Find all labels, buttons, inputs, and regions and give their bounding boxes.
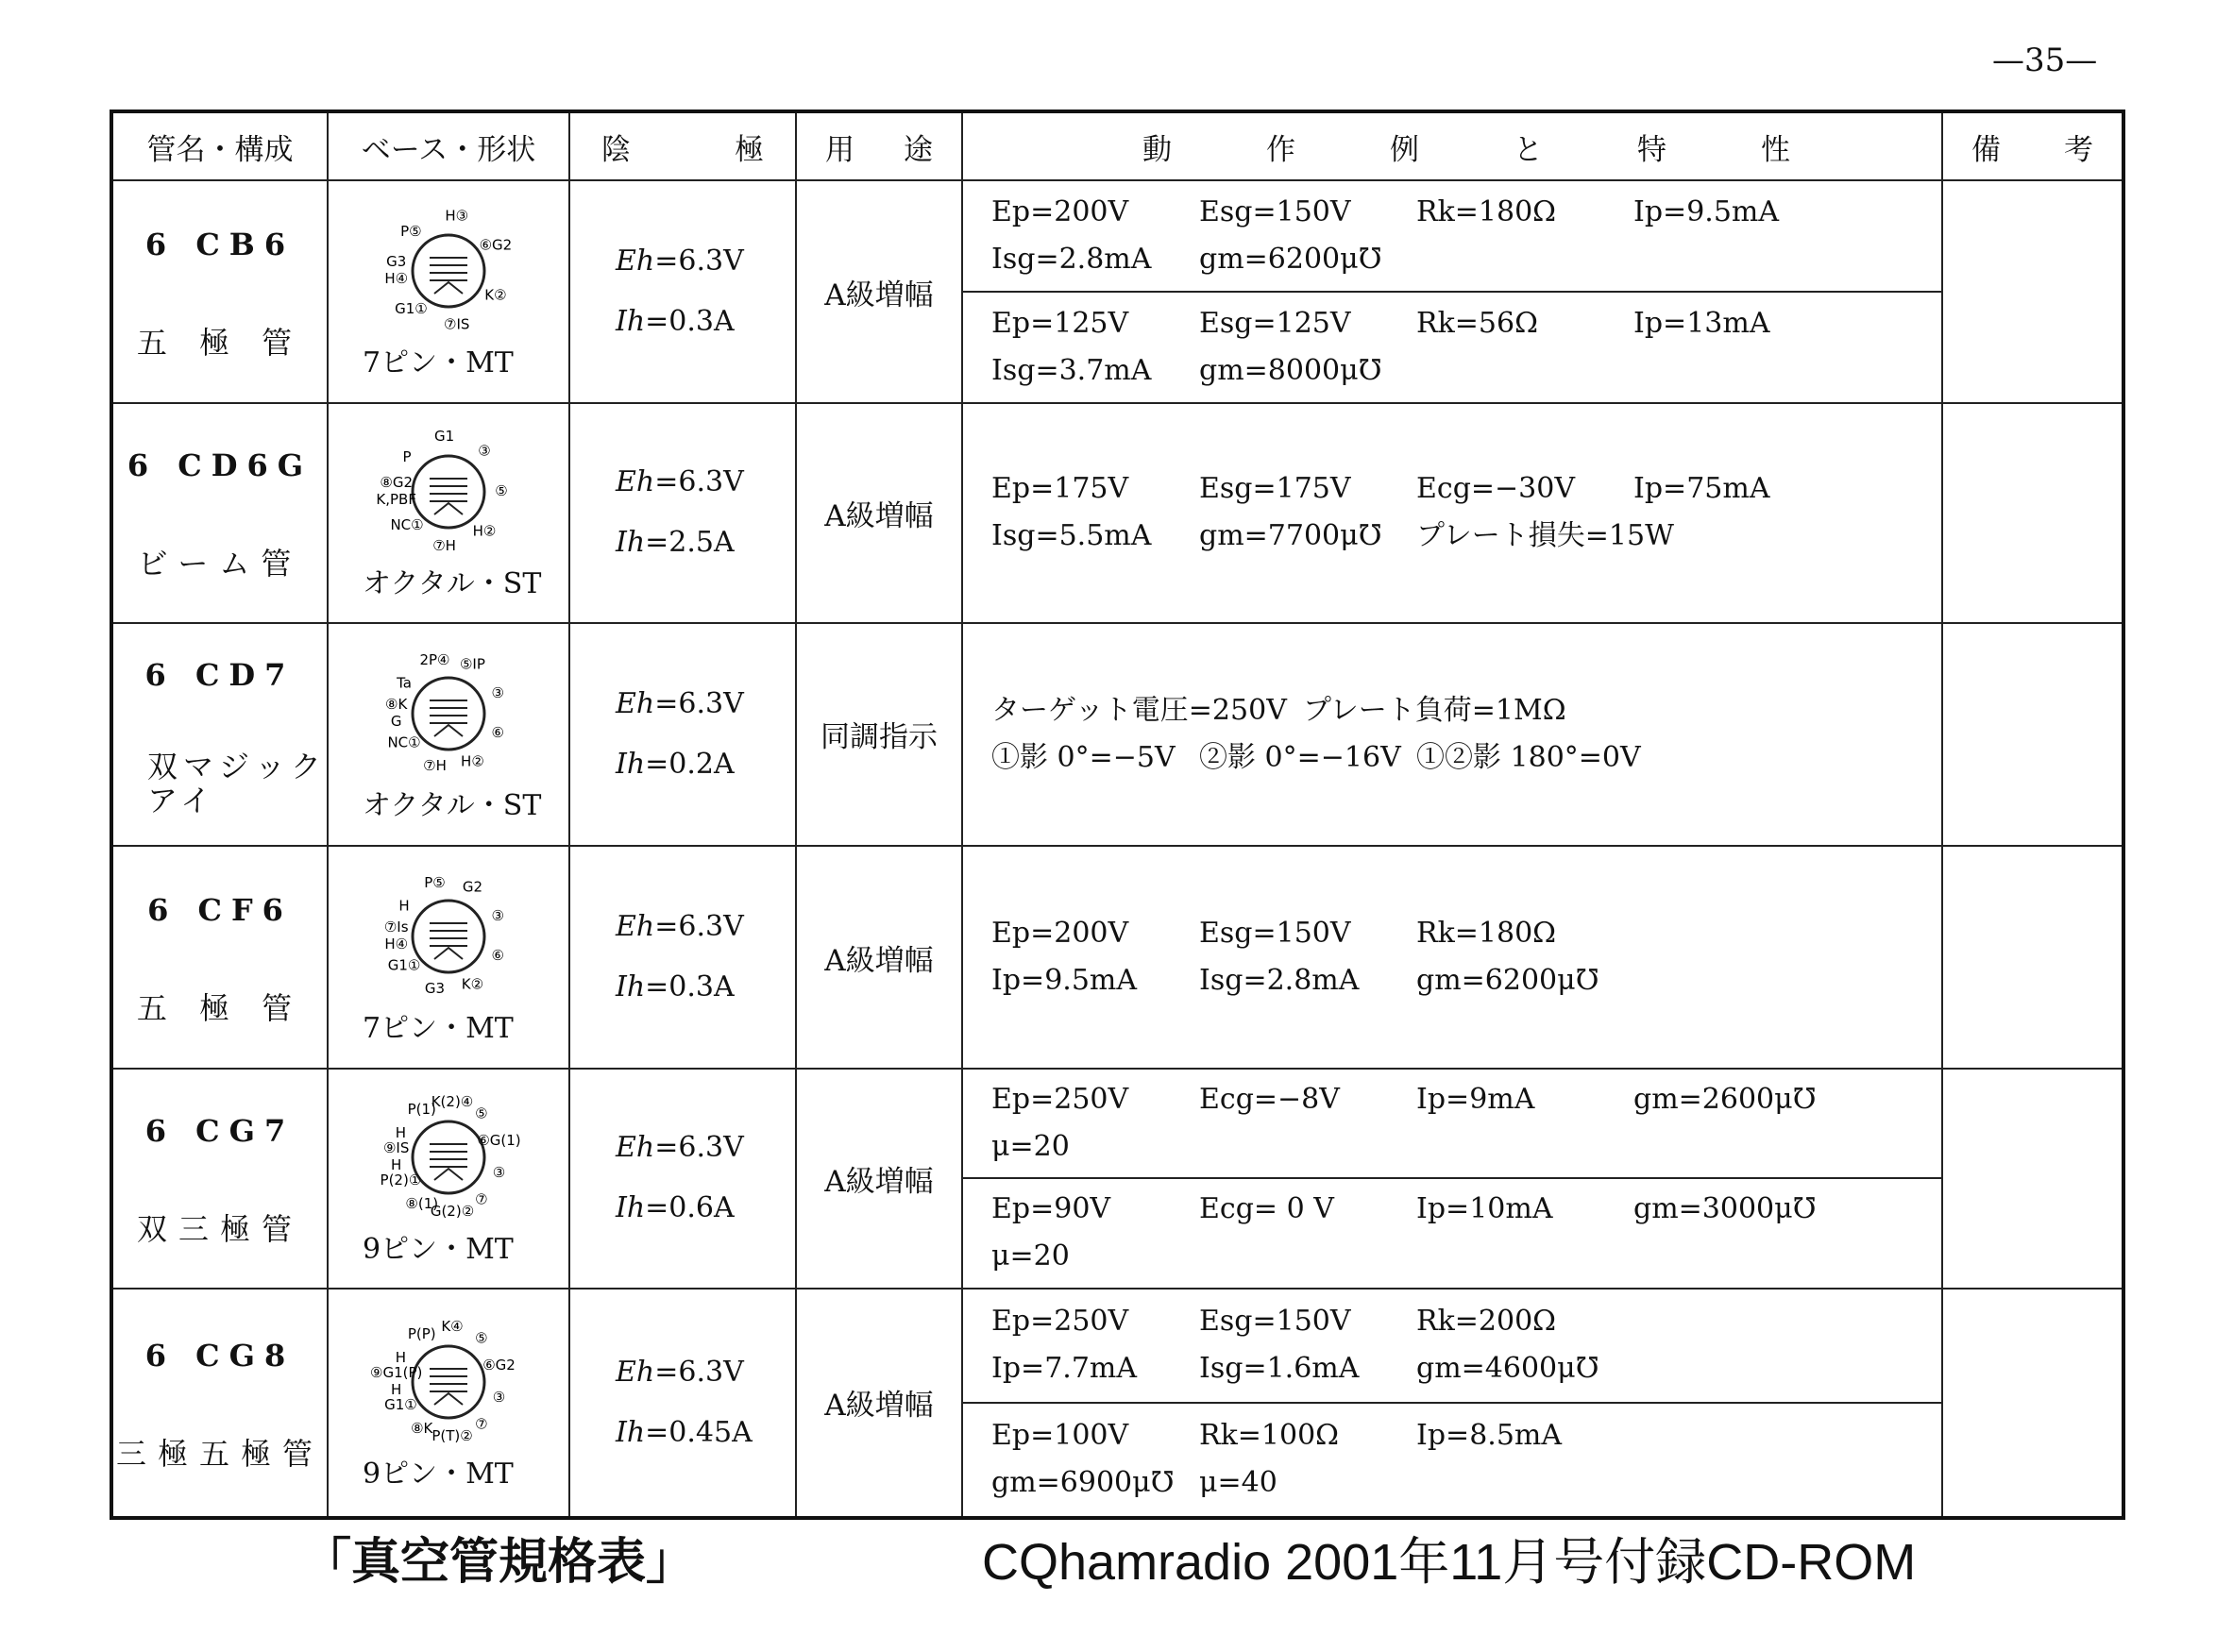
tube-composition: 三極五極管 bbox=[115, 1435, 324, 1472]
cathode-value: =2.5A bbox=[645, 526, 735, 560]
operation-value: gm=3000μ℧ bbox=[1633, 1192, 1817, 1226]
pin-label: ⑥G(1) bbox=[477, 1132, 521, 1150]
cathode-ih bbox=[616, 1178, 795, 1239]
cathode-eh bbox=[616, 1342, 795, 1403]
pin-label: G2 bbox=[462, 878, 483, 896]
pin-label: K④ bbox=[441, 1317, 464, 1335]
operation-value: Ip=8.5mA bbox=[1416, 1419, 1563, 1453]
ops-cell bbox=[962, 1069, 1942, 1288]
pin-label: H bbox=[391, 1156, 402, 1174]
pin-diagram-icon bbox=[370, 1314, 516, 1446]
cathode-symbol: Ih bbox=[616, 747, 646, 781]
operation-value: ターゲット電圧=250V bbox=[991, 693, 1287, 727]
operation-value: Ip=75mA bbox=[1633, 472, 1770, 506]
pin-label: P(T)② bbox=[431, 1426, 473, 1444]
cathode-symbol: Eh bbox=[616, 686, 655, 720]
operation-value: Ecg=−8V bbox=[1199, 1083, 1340, 1117]
operation-value: プレート負荷=1MΩ bbox=[1303, 693, 1566, 727]
cathode-cell bbox=[569, 1069, 796, 1288]
operation-value: Ep=125V bbox=[991, 307, 1129, 341]
operation-example bbox=[963, 847, 1941, 1068]
pin-label: H④ bbox=[384, 270, 409, 288]
operation-value: μ=20 bbox=[991, 1130, 1070, 1164]
cathode-symbol: Ih bbox=[616, 1191, 646, 1225]
tube-name: 6 CB6 bbox=[144, 227, 296, 263]
table-row bbox=[111, 846, 2123, 1069]
pin-label: ⑧K bbox=[385, 695, 408, 713]
use-cell: A級増幅 bbox=[796, 403, 962, 622]
pin-label: H② bbox=[461, 752, 484, 770]
pin-label: P(1) bbox=[407, 1101, 436, 1119]
pin-label: P⑤ bbox=[424, 874, 446, 892]
operation-value: ②影 0°=−16V bbox=[1199, 740, 1401, 774]
pin-label: ⑥ bbox=[491, 946, 505, 964]
cathode-cell bbox=[569, 846, 796, 1069]
cathode-symbol: Ih bbox=[616, 305, 646, 339]
pin-label: G(2)② bbox=[430, 1203, 475, 1221]
operation-value: gm=4600μ℧ bbox=[1416, 1352, 1599, 1386]
base-cell bbox=[328, 1289, 569, 1518]
pin-label: ⑨G1(P) bbox=[370, 1363, 423, 1381]
pin-label: ⑧G2 bbox=[380, 474, 414, 492]
use-cell: A級増幅 bbox=[796, 1069, 962, 1288]
operation-value: Esg=125V bbox=[1199, 307, 1351, 341]
table-row bbox=[111, 1069, 2123, 1288]
table-row bbox=[111, 1289, 2123, 1518]
tube-composition: 五 極 管 bbox=[136, 325, 304, 362]
base-shape: 7ピン・MT bbox=[363, 346, 514, 380]
tube-spec-table bbox=[110, 110, 2125, 1520]
pin-label: ⑨IS bbox=[382, 1139, 410, 1157]
operation-value: gm=7700μ℧ bbox=[1199, 519, 1382, 553]
pin-label: ⑤IP bbox=[459, 655, 485, 673]
page-number: —35— bbox=[1992, 42, 2098, 79]
tube-composition: ビーム管 bbox=[137, 546, 303, 582]
operation-value: ①②影 180°=0V bbox=[1416, 740, 1641, 774]
operation-value: Rk=200Ω bbox=[1416, 1305, 1557, 1339]
pin-label: P⑤ bbox=[400, 223, 422, 241]
operation-value: Ip=13mA bbox=[1633, 307, 1770, 341]
operation-example bbox=[963, 1177, 1941, 1287]
operation-line bbox=[991, 513, 1913, 560]
table-row bbox=[111, 403, 2123, 622]
operation-example bbox=[963, 1070, 1941, 1177]
operation-line bbox=[991, 1233, 1913, 1280]
operation-line bbox=[991, 300, 1913, 347]
pin-label: G bbox=[390, 712, 402, 730]
base-shape: 9ピン・MT bbox=[363, 1457, 514, 1491]
operation-line bbox=[991, 1459, 1913, 1507]
cathode-value: =6.3V bbox=[654, 1355, 744, 1389]
operation-value: プレート損失=15W bbox=[1416, 519, 1674, 553]
pin-label: ③ bbox=[492, 1388, 506, 1406]
operation-line bbox=[991, 465, 1913, 513]
operation-value: Isg=5.5mA bbox=[991, 519, 1152, 553]
header-ops: 動 作 例 と 特 性 bbox=[962, 111, 1942, 180]
pin-label: G1① bbox=[395, 300, 428, 318]
cathode-eh bbox=[616, 897, 795, 957]
operation-value: Ecg=−30V bbox=[1416, 472, 1576, 506]
cathode-symbol: Ih bbox=[616, 1415, 646, 1449]
base-cell bbox=[328, 623, 569, 846]
remarks-cell bbox=[1942, 1069, 2123, 1288]
cathode-symbol: Ih bbox=[616, 526, 646, 560]
cathode-symbol: Eh bbox=[616, 465, 655, 499]
table-row bbox=[111, 180, 2123, 403]
operation-example bbox=[963, 1402, 1941, 1516]
pin-label: ③ bbox=[491, 684, 505, 702]
cathode-cell bbox=[569, 180, 796, 403]
pin-label: H bbox=[395, 1124, 407, 1142]
pin-label: ⑦IS bbox=[444, 315, 470, 333]
footer-title: 「真空管規格表」 bbox=[302, 1534, 696, 1591]
pin-label: H bbox=[395, 1348, 407, 1366]
ops-cell bbox=[962, 846, 1942, 1069]
operation-value: Ip=9.5mA bbox=[1633, 195, 1780, 229]
cathode-eh bbox=[616, 674, 795, 734]
operation-line bbox=[991, 236, 1913, 283]
operation-value: Ip=10mA bbox=[1416, 1192, 1553, 1226]
pin-label: K(2)④ bbox=[431, 1093, 474, 1111]
base-shape: オクタル・ST bbox=[363, 567, 542, 601]
cathode-eh bbox=[616, 231, 795, 292]
cathode-eh bbox=[616, 452, 795, 513]
pin-label: K,PBF bbox=[376, 491, 416, 509]
pin-label: K② bbox=[461, 975, 484, 993]
cathode-symbol: Eh bbox=[616, 1131, 655, 1165]
header-remarks: 備 考 bbox=[1942, 111, 2123, 180]
operation-line bbox=[991, 189, 1913, 236]
pin-label: G1 bbox=[434, 428, 455, 446]
operation-value: gm=2600μ℧ bbox=[1633, 1083, 1817, 1117]
cathode-value: =0.2A bbox=[645, 747, 735, 781]
pin-diagram-icon bbox=[376, 424, 515, 556]
operation-line bbox=[991, 957, 1913, 1004]
ops-cell bbox=[962, 403, 1942, 622]
cathode-value: =0.3A bbox=[645, 970, 735, 1004]
cathode-cell bbox=[569, 403, 796, 622]
operation-value: Ep=250V bbox=[991, 1083, 1129, 1117]
operation-value: Ep=90V bbox=[991, 1192, 1111, 1226]
pin-label: 2P④ bbox=[419, 650, 450, 668]
use-cell: A級増幅 bbox=[796, 180, 962, 403]
header-tube: 管名・構成 bbox=[111, 111, 328, 180]
operation-value: Rk=180Ω bbox=[1416, 917, 1557, 951]
operation-value: Ecg= 0 V bbox=[1199, 1192, 1334, 1226]
operation-value: gm=6900μ℧ bbox=[991, 1466, 1175, 1500]
pin-diagram-icon bbox=[380, 1089, 521, 1222]
operation-line bbox=[991, 687, 1913, 734]
use-cell: A級増幅 bbox=[796, 1289, 962, 1518]
cathode-ih bbox=[616, 1403, 795, 1463]
pin-label: ⑧K bbox=[411, 1419, 433, 1437]
tube-composition: 双三極管 bbox=[136, 1211, 303, 1248]
pin-label: H bbox=[398, 897, 410, 915]
operation-value: Isg=3.7mA bbox=[991, 354, 1152, 388]
cathode-ih bbox=[616, 292, 795, 352]
operation-line bbox=[991, 1412, 1913, 1459]
operation-value: Ip=9mA bbox=[1416, 1083, 1535, 1117]
operation-line bbox=[991, 910, 1913, 957]
header-cathode: 陰 極 bbox=[569, 111, 796, 180]
pin-label: H bbox=[391, 1380, 402, 1398]
operation-value: Rk=100Ω bbox=[1199, 1419, 1340, 1453]
operation-line bbox=[991, 1186, 1913, 1233]
base-cell bbox=[328, 1069, 569, 1288]
operation-example bbox=[963, 624, 1941, 845]
operation-line bbox=[991, 1076, 1913, 1123]
pin-label: ⑦ bbox=[475, 1190, 488, 1208]
pin-label: P bbox=[402, 448, 412, 466]
pin-label: ③ bbox=[491, 907, 505, 925]
tube-name: 6 CG7 bbox=[144, 1113, 296, 1150]
operation-value: gm=8000μ℧ bbox=[1199, 354, 1382, 388]
pin-label: K② bbox=[484, 286, 507, 304]
cathode-ih bbox=[616, 734, 795, 795]
tube-cell bbox=[111, 403, 328, 622]
operation-value: Ip=9.5mA bbox=[991, 964, 1138, 998]
pin-diagram-icon bbox=[382, 203, 515, 335]
cathode-value: =6.3V bbox=[654, 1131, 744, 1165]
pin-label: ⑦Is bbox=[383, 919, 409, 936]
operation-value: Ep=100V bbox=[991, 1419, 1129, 1453]
operation-value: Rk=180Ω bbox=[1416, 195, 1557, 229]
pin-label: ⑦H bbox=[423, 756, 447, 774]
operation-line bbox=[991, 1123, 1913, 1171]
operation-value: Esg=150V bbox=[1199, 1305, 1351, 1339]
remarks-cell bbox=[1942, 180, 2123, 403]
tube-composition: 双マジック アイ bbox=[147, 748, 328, 818]
pin-label: ③ bbox=[478, 442, 491, 460]
base-cell bbox=[328, 846, 569, 1069]
pin-label: ⑥ bbox=[491, 723, 505, 741]
operation-value: Esg=150V bbox=[1199, 917, 1351, 951]
ops-cell bbox=[962, 180, 1942, 403]
pin-label: G3 bbox=[386, 253, 407, 271]
pin-label: ⑧(1) bbox=[405, 1195, 439, 1213]
remarks-cell bbox=[1942, 623, 2123, 846]
operation-value: ①影 0°=−5V bbox=[991, 740, 1176, 774]
cathode-cell bbox=[569, 623, 796, 846]
operation-value: Esg=175V bbox=[1199, 472, 1351, 506]
pin-label: Ta bbox=[397, 674, 412, 692]
operation-value: Esg=150V bbox=[1199, 195, 1351, 229]
tube-composition: 五 極 管 bbox=[136, 990, 304, 1027]
operation-value: gm=6200μ℧ bbox=[1199, 243, 1382, 277]
pin-label: ⑤ bbox=[475, 1329, 488, 1347]
operation-value: μ=40 bbox=[1199, 1466, 1277, 1500]
cathode-symbol: Eh bbox=[616, 910, 655, 944]
table-row bbox=[111, 623, 2123, 846]
base-shape: オクタル・ST bbox=[363, 788, 542, 822]
cathode-value: =0.45A bbox=[645, 1415, 753, 1449]
operation-value: Isg=1.6mA bbox=[1199, 1352, 1360, 1386]
cathode-eh bbox=[616, 1118, 795, 1178]
tube-name: 6 CG8 bbox=[144, 1337, 296, 1374]
pin-label: ⑤ bbox=[475, 1105, 488, 1123]
tube-cell bbox=[111, 1289, 328, 1518]
pin-label: NC① bbox=[387, 733, 421, 751]
operation-value: Ep=250V bbox=[991, 1305, 1129, 1339]
operation-value: Rk=56Ω bbox=[1416, 307, 1538, 341]
operation-line bbox=[991, 1298, 1913, 1345]
operation-line bbox=[991, 1345, 1913, 1392]
tube-name: 6 CD6G bbox=[127, 447, 313, 484]
pin-label: ⑥G2 bbox=[482, 1356, 516, 1374]
operation-value: Ep=200V bbox=[991, 195, 1129, 229]
pin-diagram-icon bbox=[382, 868, 515, 1001]
cathode-symbol: Eh bbox=[616, 1355, 655, 1389]
pin-label: H③ bbox=[445, 207, 469, 225]
pin-label: ⑤ bbox=[495, 482, 508, 500]
cathode-value: =0.6A bbox=[645, 1191, 735, 1225]
operation-value: Ep=175V bbox=[991, 472, 1129, 506]
tube-cell bbox=[111, 1069, 328, 1288]
tube-cell bbox=[111, 180, 328, 403]
cathode-ih bbox=[616, 513, 795, 573]
operation-value: Ep=200V bbox=[991, 917, 1129, 951]
base-shape: 7ピン・MT bbox=[363, 1012, 514, 1046]
cathode-ih bbox=[616, 957, 795, 1018]
ops-cell bbox=[962, 1289, 1942, 1518]
operation-line bbox=[991, 347, 1913, 395]
cathode-value: =6.3V bbox=[654, 244, 744, 278]
pin-label: H② bbox=[472, 523, 497, 541]
operation-example bbox=[963, 404, 1941, 621]
operation-value: Ip=7.7mA bbox=[991, 1352, 1138, 1386]
cathode-symbol: Eh bbox=[616, 244, 655, 278]
use-cell: A級増幅 bbox=[796, 846, 962, 1069]
pin-label: ⑦ bbox=[475, 1415, 488, 1433]
operation-value: μ=20 bbox=[991, 1239, 1070, 1273]
use-cell: 同調指示 bbox=[796, 623, 962, 846]
pin-label: NC① bbox=[390, 516, 424, 534]
operation-value: Isg=2.8mA bbox=[991, 243, 1152, 277]
cathode-value: =0.3A bbox=[645, 305, 735, 339]
pin-diagram-icon bbox=[382, 646, 515, 778]
cathode-symbol: Ih bbox=[616, 970, 646, 1004]
tube-name: 6 CD7 bbox=[144, 656, 296, 693]
operation-example bbox=[963, 1290, 1941, 1402]
pin-label: ⑦H bbox=[432, 537, 456, 555]
cathode-value: =6.3V bbox=[654, 465, 744, 499]
cathode-value: =6.3V bbox=[654, 686, 744, 720]
table-header-row bbox=[111, 111, 2123, 180]
pin-label: G1① bbox=[387, 956, 421, 974]
pin-label: H④ bbox=[384, 936, 409, 953]
base-shape: 9ピン・MT bbox=[363, 1233, 514, 1267]
operation-value: gm=6200μ℧ bbox=[1416, 964, 1599, 998]
ops-cell bbox=[962, 623, 1942, 846]
pin-label: ⑥G2 bbox=[479, 236, 513, 254]
tube-cell bbox=[111, 623, 328, 846]
pin-label: G3 bbox=[424, 980, 446, 998]
pin-label: P(P) bbox=[407, 1324, 436, 1342]
operation-value: Isg=2.8mA bbox=[1199, 964, 1360, 998]
pin-label: G1① bbox=[384, 1395, 417, 1413]
tube-cell bbox=[111, 846, 328, 1069]
cathode-cell bbox=[569, 1289, 796, 1518]
remarks-cell bbox=[1942, 403, 2123, 622]
base-cell bbox=[328, 403, 569, 622]
header-use: 用 途 bbox=[796, 111, 962, 180]
cathode-value: =6.3V bbox=[654, 910, 744, 944]
operation-example bbox=[963, 291, 1941, 402]
header-base: ベース・形状 bbox=[328, 111, 569, 180]
pin-label: ③ bbox=[492, 1164, 506, 1182]
operation-example bbox=[963, 181, 1941, 291]
footer-source: CQhamradio 2001年11月号付録CD-ROM bbox=[982, 1534, 1917, 1591]
pin-label: P(2)① bbox=[380, 1172, 422, 1189]
tube-name: 6 CF6 bbox=[147, 892, 293, 929]
remarks-cell bbox=[1942, 846, 2123, 1069]
operation-line bbox=[991, 734, 1913, 782]
base-cell bbox=[328, 180, 569, 403]
remarks-cell bbox=[1942, 1289, 2123, 1518]
